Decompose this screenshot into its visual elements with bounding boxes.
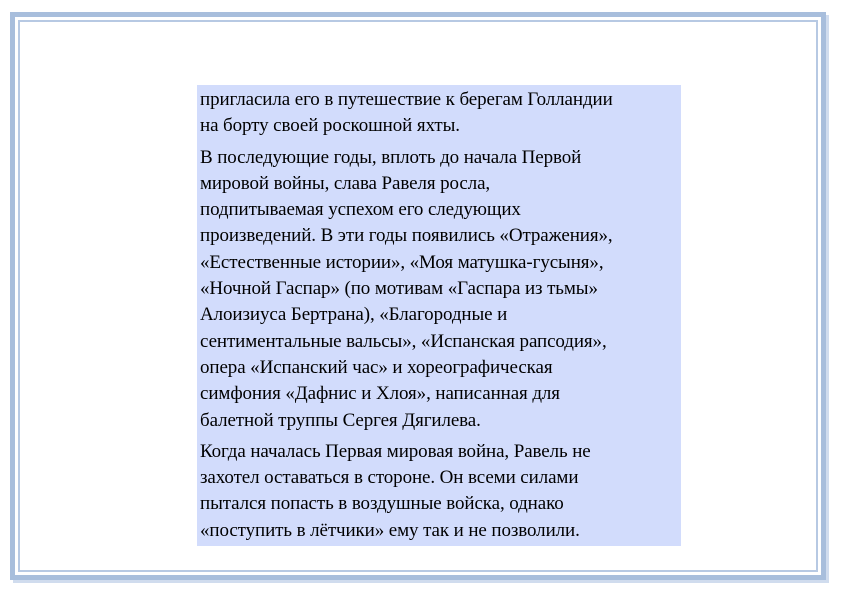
paragraph-1: пригласила его в путешествие к берегам Голландии на борту своей роскошной яхты. <box>200 89 613 137</box>
paragraph-2: В последующие годы, вплоть до начала Первой мировой войны, слава Равеля росла, подпитываемая успехом его следующих произведений. В эти годы появились «Отражения», «Естественные истории», «Моя матушка-гусыня», «Ночной Гаспар» (по мотивам «Гаспара из тьмы» Алоизиуса Бертрана), «Благородные и сентиментальные вальсы», «Испанская рапсодия», опера «Испанский час» и хореографическая симфония «Дафнис и Хлоя», написанная для балетной труппы Сергея Дягилева. <box>200 146 613 431</box>
paragraph-3: Когда началась Первая мировая война, Равель не захотел оставаться в стороне. Он всеми силами пытался попасть в воздушные войска, однако «поступить в лётчики» ему так и не позволили. <box>200 440 591 541</box>
text-box[interactable] <box>197 85 681 546</box>
